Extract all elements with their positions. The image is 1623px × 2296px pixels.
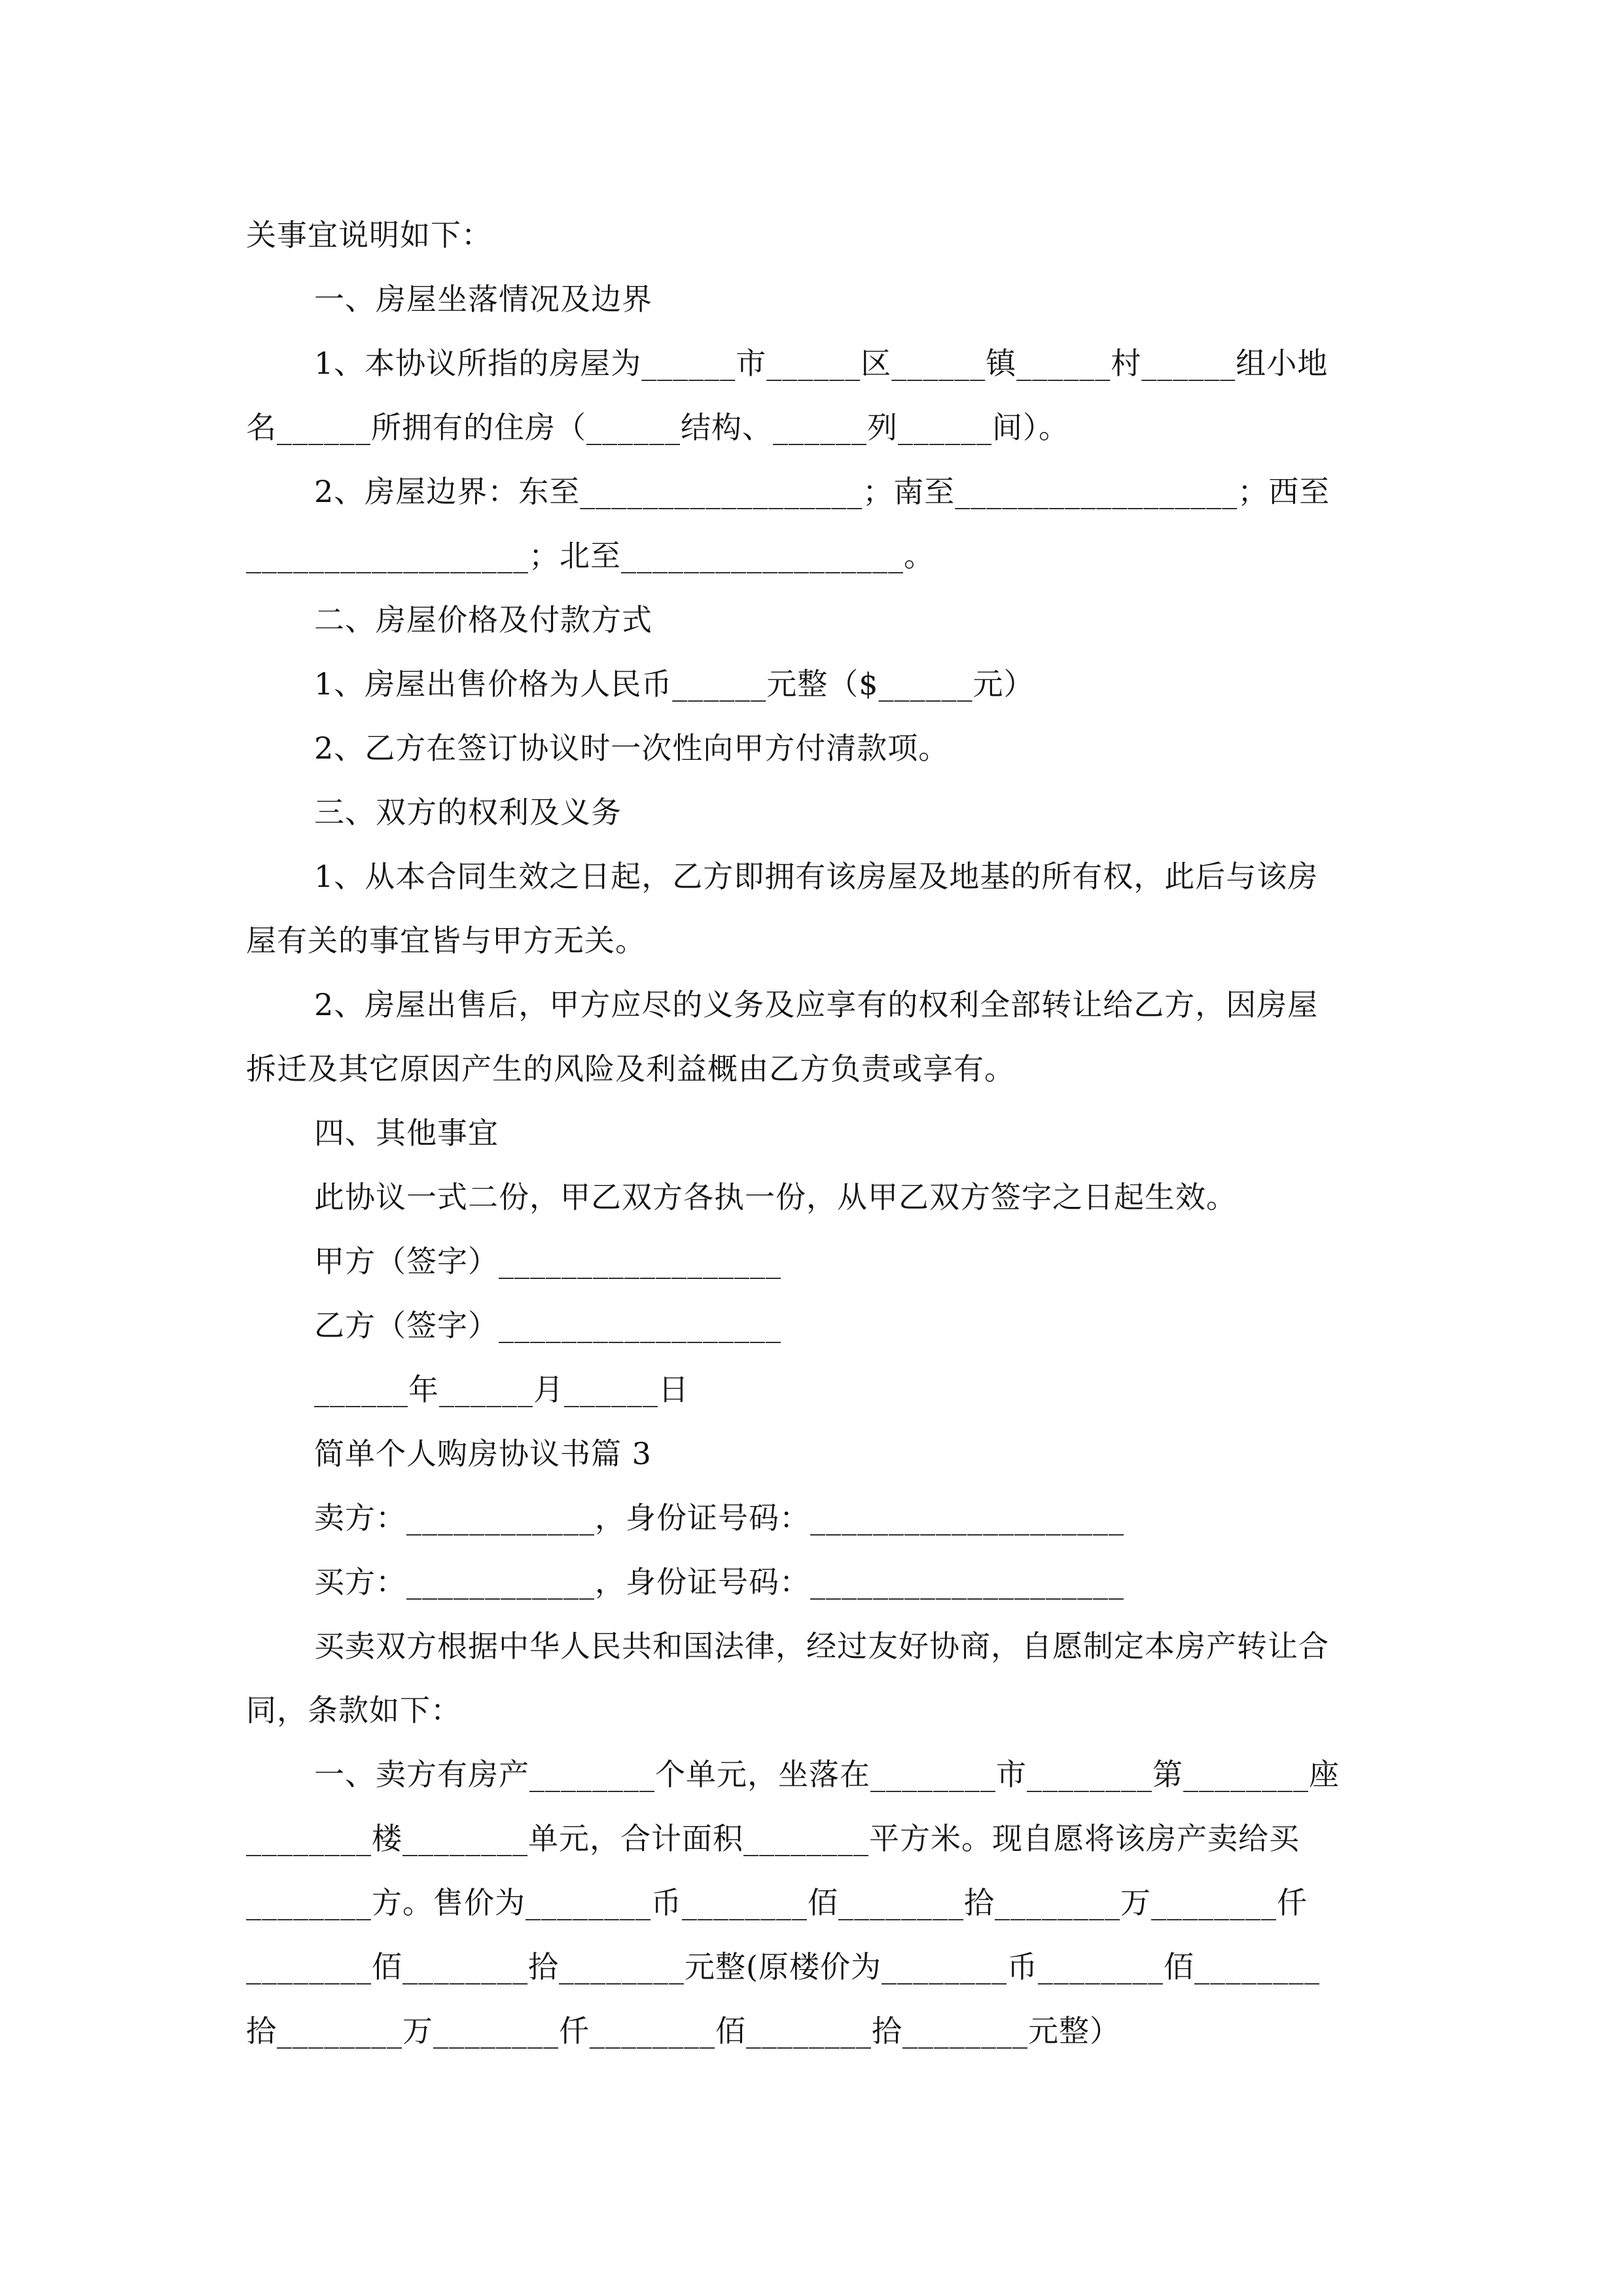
text-line: ________佰________拾________元整(原楼价为________币________佰________ xyxy=(246,1949,1320,1984)
seller-line: 卖方：____________，身份证号码：____________________ xyxy=(314,1500,1124,1535)
section-heading: 三、双方的权利及义务 xyxy=(314,795,622,830)
date-line: ______年______月______日 xyxy=(314,1372,689,1407)
text-line: 屋有关的事宜皆与甲方无关。 xyxy=(246,923,646,958)
text-line: 此协议一式二份，甲乙双方各执一份，从甲乙双方签字之日起生效。 xyxy=(314,1179,1237,1215)
text-line: 1、从本合同生效之日起，乙方即拥有该房屋及地基的所有权，此后与该房 xyxy=(314,859,1319,894)
text-line: 名______所拥有的住房（______结构、______列______间）。 xyxy=(246,410,1069,445)
text-line: ________方。售价为________币________佰________拾________万________仟 xyxy=(246,1885,1308,1920)
signature-line-party-b: 乙方（签字）__________________ xyxy=(314,1308,781,1343)
text-line: 1、房屋出售价格为人民币______元整（$______元） xyxy=(314,666,1035,702)
text-line: __________________；北至__________________。 xyxy=(246,538,935,573)
text-line: ________楼________单元，合计面积________平方米。现自愿将该房产卖给买 xyxy=(246,1821,1300,1856)
text-line: 2、乙方在签订协议时一次性向甲方付清款项。 xyxy=(314,730,950,766)
text-line: 1、本协议所指的房屋为______市______区______镇______村______组小地 xyxy=(314,346,1329,381)
text-line: 同，条款如下： xyxy=(246,1693,461,1728)
text-line: 拾________万________仟________佰________拾________元整） xyxy=(246,2013,1120,2049)
text-line: 关事宜说明如下： xyxy=(246,217,492,253)
buyer-line: 买方：____________，身份证号码：____________________ xyxy=(314,1564,1124,1600)
text-line: 一、卖方有房产________个单元，坐落在________市________第________座 xyxy=(314,1757,1340,1792)
text-line: 买卖双方根据中华人民共和国法律，经过友好协商，自愿制定本房产转让合 xyxy=(314,1628,1329,1664)
document-page xyxy=(246,203,1385,2063)
signature-line-party-a: 甲方（签字）__________________ xyxy=(314,1244,781,1279)
text-line: 拆迁及其它原因产生的风险及利益概由乙方负责或享有。 xyxy=(246,1051,1015,1086)
section-heading: 四、其他事宜 xyxy=(314,1115,499,1151)
article-title: 简单个人购房协议书篇 3 xyxy=(314,1436,652,1471)
section-heading: 一、房屋坐落情况及边界 xyxy=(314,281,652,317)
text-line: 2、房屋边界：东至__________________；南至__________________；西至 xyxy=(314,474,1330,509)
section-heading: 二、房屋价格及付款方式 xyxy=(314,602,652,637)
text-line: 2、房屋出售后，甲方应尽的义务及应享有的权利全部转让给乙方，因房屋 xyxy=(314,987,1319,1022)
